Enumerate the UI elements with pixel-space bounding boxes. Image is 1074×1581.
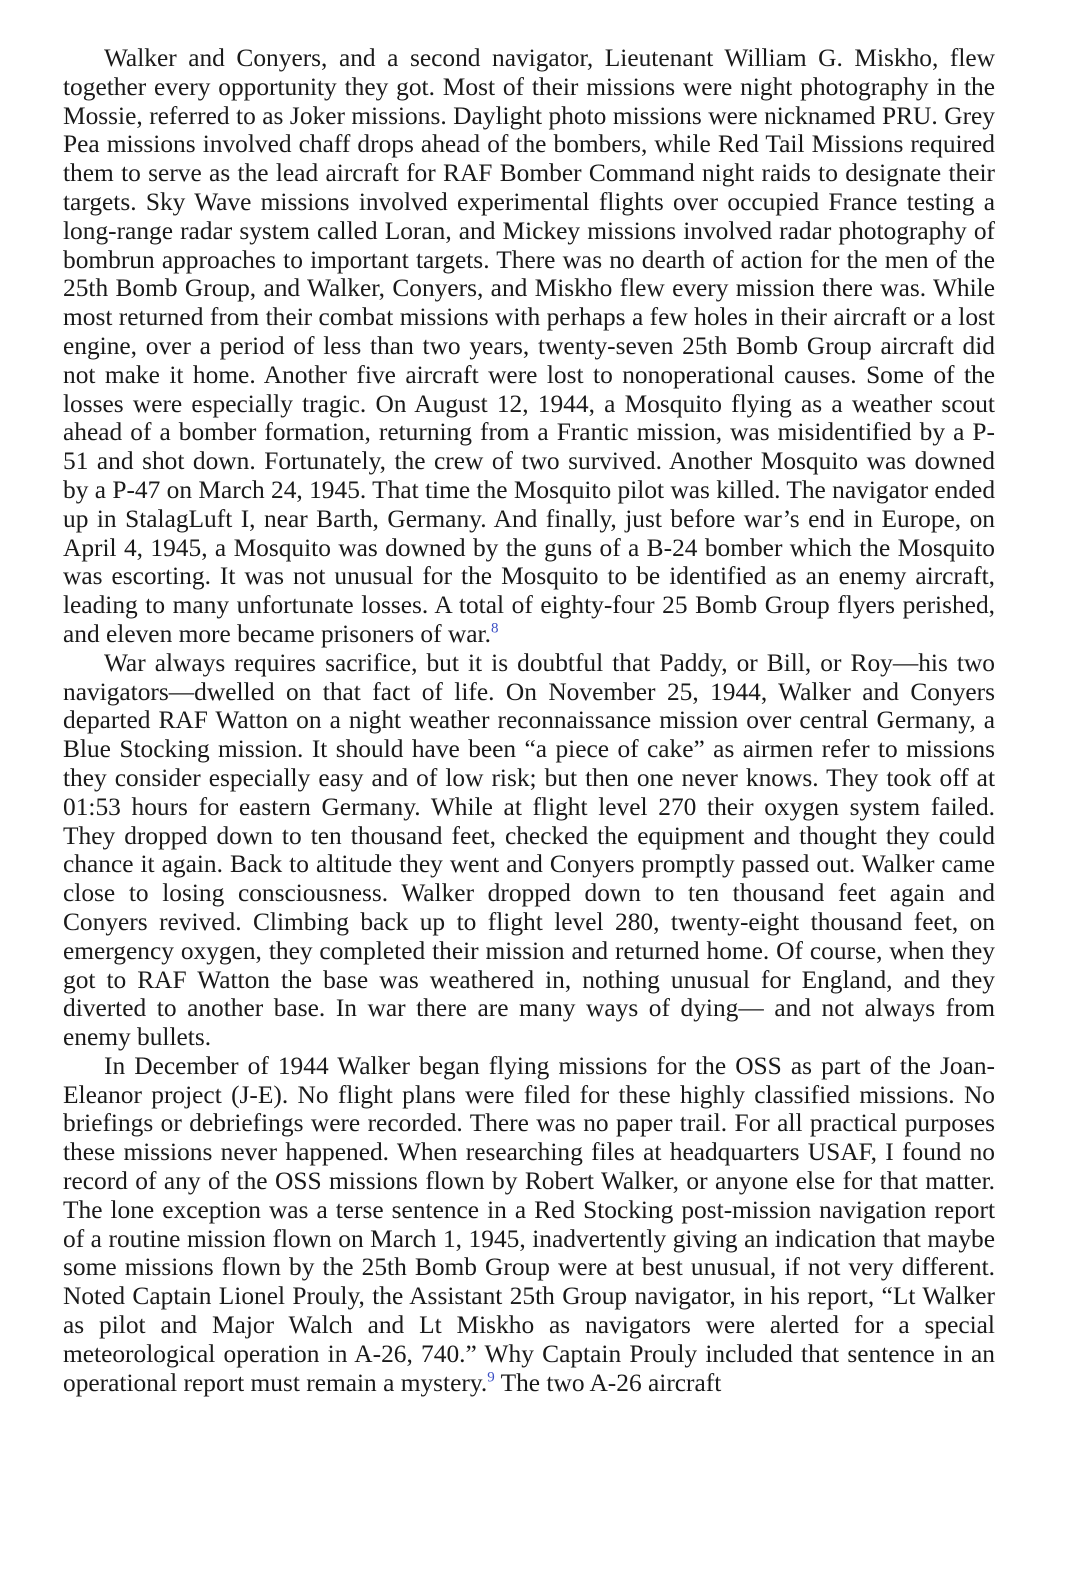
footnote-ref-9[interactable]: 9 (487, 1369, 495, 1386)
paragraph-text: In December of 1944 Walker began flying missions for the OSS as part of the Joan-Eleanor project (J-E). No flight plans were filed for these highly classified missions. No briefings or debriefings were recorded. There was no paper trail. For all practical purposes these missions never happened. When researching files at headquarters USAF, I found no record of any of the OSS missions flown by Robert Walker, or anyone else for that matter. The lone exception was a terse sentence in a Red Stocking post-mission navigation report of a routine mission flown on March 1, 1945, inadvertently giving an indication that maybe some missions flown by the 25th Bomb Group were at best unusual, if not very different. Noted Captain Lionel Prouly, the Assistant 25th Group navigator, in his report, “Lt Walker as pilot and Major Walch and Lt Miskho as navigators were alerted for a special meteorological operation in A-26, 740.” Why Captain Prouly included that sentence in an operational report must remain a mystery. (63, 1051, 995, 1397)
paragraph-mission-types (63, 44, 995, 649)
document-page (63, 44, 995, 1397)
paragraph-text: War always requires sacrifice, but it is doubtful that Paddy, or Bill, or Roy—his two navigators—dwelled on that fact of life. On November 25, 1944, Walker and Conyers departed RAF Watton on a night weather reconnaissance mission over central Germany, a Blue Stocking mission. It should have been “a piece of cake” as airmen refer to missions they consider especially easy and of low risk; but then one never knows. They took off at 01:53 hours for eastern Germany. While at flight level 270 their oxygen system failed. They dropped down to ten thousand feet, checked the equipment and thought they could chance it again. Back to altitude they went and Conyers promptly passed out. Walker came close to losing consciousness. Walker dropped down to ten thousand feet again and Conyers revived. Climbing back up to flight level 280, twenty-eight thousand feet, on emergency oxygen, they completed their mission and returned home. Of course, when they got to RAF Watton the base was weathered in, nothing unusual for England, and they diverted to another base. In war there are many ways of dying— and not always from enemy bullets. (63, 648, 995, 1052)
paragraph-oss-missions (63, 1052, 995, 1398)
paragraph-blue-stocking-mission (63, 649, 995, 1052)
paragraph-text: Walker and Conyers, and a second navigator, Lieutenant William G. Miskho, flew together every opportunity they got. Most of their missions were night photography in the Mossie, referred to as Joker missions. Daylight photo missions were nicknamed PRU. Grey Pea missions involved chaff drops ahead of the bombers, while Red Tail Missions required them to serve as the lead aircraft for RAF Bomber Command night raids to designate their targets. Sky Wave missions involved experimental flights over occupied France testing a long-range radar system called Loran, and Mickey missions involved radar photography of bombrun approaches to important targets. There was no dearth of action for the men of the 25th Bomb Group, and Walker, Conyers, and Miskho flew every mission there was. While most returned from their combat missions with perhaps a few holes in their aircraft or a lost engine, over a period of less than two years, twenty-seven 25th Bomb Group aircraft did not make it home. Another five aircraft were lost to nonoperational causes. Some of the losses were especially tragic. On August 12, 1944, a Mosquito flying as a weather scout ahead of a bomber formation, returning from a Frantic mission, was misidentified by a P-51 and shot down. Fortunately, the crew of two survived. Another Mosquito was downed by a P-47 on March 24, 1945. That time the Mosquito pilot was killed. The navigator ended up in StalagLuft I, near Barth, Germany. And finally, just before war’s end in Europe, on April 4, 1945, a Mosquito was downed by the guns of a B-24 bomber which the Mosquito was escorting. It was not unusual for the Mosquito to be identified as an enemy aircraft, leading to many unfortunate losses. A total of eighty-four 25 Bomb Group flyers perished, and eleven more became prisoners of war. (63, 44, 996, 648)
paragraph-trailing-text: The two A-26 aircraft (494, 1368, 722, 1397)
footnote-ref-8[interactable]: 8 (490, 620, 499, 637)
